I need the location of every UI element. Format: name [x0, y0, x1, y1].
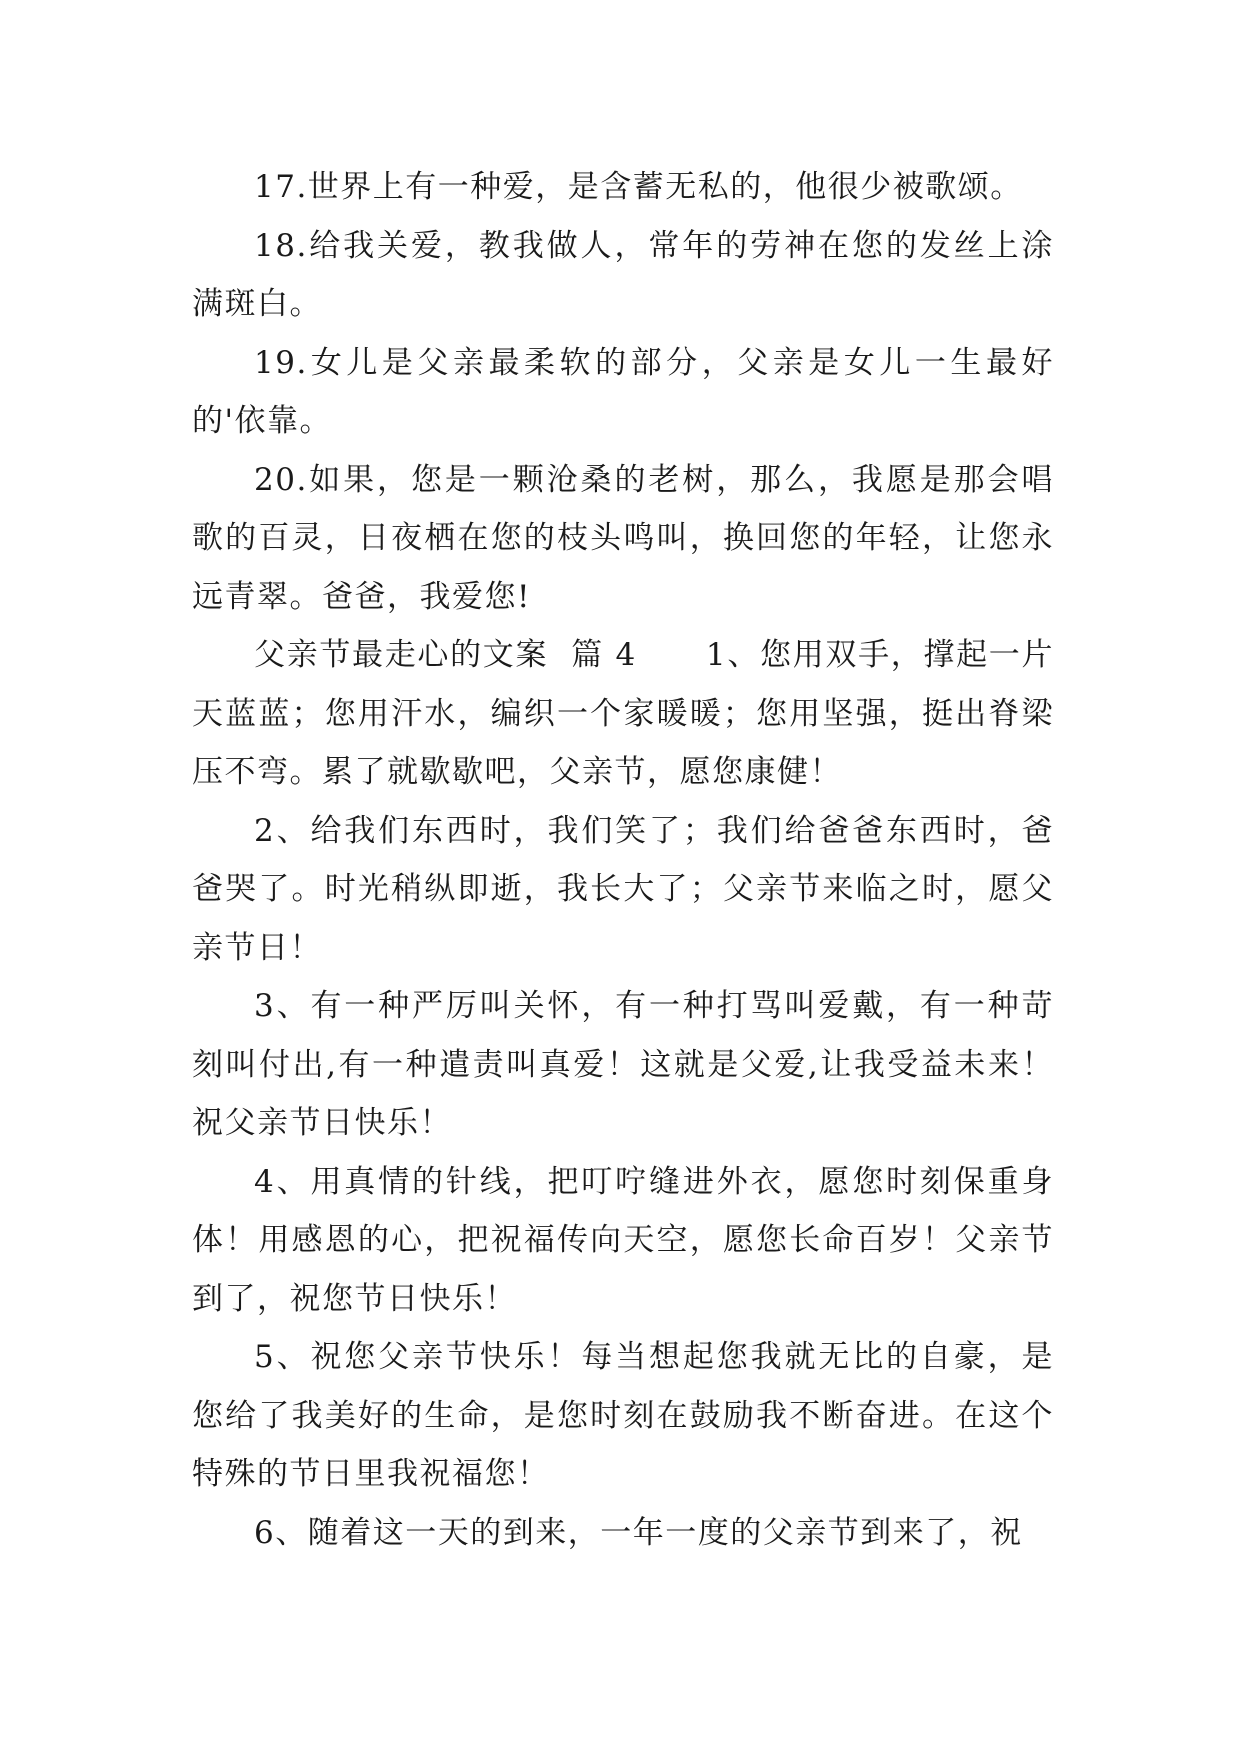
section-4-paragraph-4: 4、用真情的针线，把叮咛缝进外衣，愿您时刻保重身体！用感恩的心，把祝福传向天空，愿您长命百岁！父亲节到了，祝您节日快乐！ [192, 1163, 1054, 1317]
paragraph-18: 18.给我关爱，教我做人，常年的劳神在您的发丝上涂满斑白。 [192, 227, 1054, 322]
paragraph-17: 17.世界上有一种爱，是含蓄无私的，他很少被歌颂。 [254, 169, 1023, 205]
section-4-paragraph-6: 6、随着这一天的到来，一年一度的父亲节到来了，祝 [254, 1514, 1023, 1551]
document-body [192, 158, 1054, 1562]
paragraph-20: 20.如果，您是一颗沧桑的老树，那么，我愿是那会唱歌的百灵，日夜栖在您的枝头鸣叫，换回您的年轻，让您永远青翠。爸爸，我爱您! [192, 461, 1054, 615]
section-4-paragraph-2: 2、给我们东西时，我们笑了；我们给爸爸东西时，爸爸哭了。时光稍纵即逝，我长大了；父亲节来临之时，愿父亲节日！ [192, 812, 1054, 966]
section-4-paragraph-3: 3、有一种严厉叫关怀，有一种打骂叫爱戴，有一种苛刻叫付出,有一种遣责叫真爱！这就是父爱,让我受益未来！祝父亲节日快乐！ [192, 988, 1054, 1141]
section-4-paragraph-1: 父亲节最走心的文案 篇 4 1、您用双手，撑起一片天蓝蓝；您用汗水，编织一个家暖暖；您用坚强，挺出脊梁压不弯。累了就歇歇吧，父亲节，愿您康健！ [192, 637, 1054, 790]
section-4-paragraph-5: 5、祝您父亲节快乐！每当想起您我就无比的自豪，是您给了我美好的生命，是您时刻在鼓励我不断奋进。在这个特殊的节日里我祝福您！ [192, 1339, 1054, 1492]
paragraph-19: 19.女儿是父亲最柔软的部分，父亲是女儿一生最好的'依靠。 [192, 344, 1054, 439]
